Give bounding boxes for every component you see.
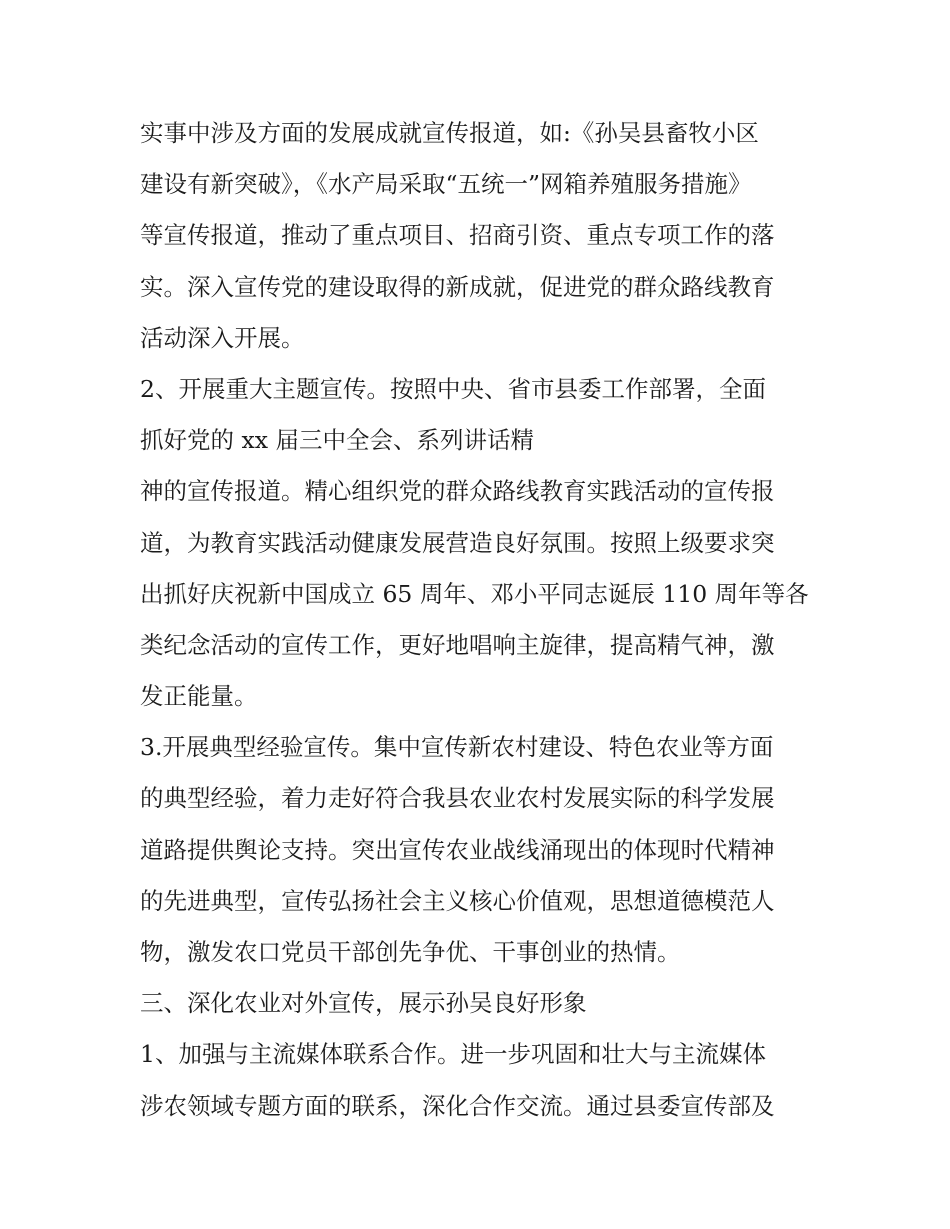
chapter-heading-line: 三、深化农业对外宣传，展示孙吴良好形象 xyxy=(140,989,587,1018)
text-line: 出抓好庆祝新中国成立 65 周年、邓小平同志诞辰 110 周年等各 xyxy=(140,579,809,608)
text-line: 道路提供舆论支持。突出宣传农业战线涌现出的体现时代精神 xyxy=(140,835,775,864)
text-line: 活动深入开展。 xyxy=(140,323,305,352)
text-line: 等宣传报道，推动了重点项目、招商引资、重点专项工作的落 xyxy=(140,221,775,250)
text-line: 实事中涉及方面的发展成就宣传报道，如:《孙吴县畜牧小区 xyxy=(140,119,759,147)
text-line: 建设有新突破》，《水产局采取“五统一”网箱养殖服务措施》 xyxy=(140,170,752,199)
text-line: 抓好党的 xx 届三中全会、系列讲话精 xyxy=(140,426,534,455)
body-text xyxy=(140,108,830,1132)
text-line: 涉农领域专题方面的联系，深化合作交流。通过县委宣传部及 xyxy=(140,1091,775,1120)
text-line: 的典型经验，着力走好符合我县农业农村发展实际的科学发展 xyxy=(140,784,775,813)
section-heading-line: 1、加强与主流媒体联系合作。进一步巩固和壮大与主流媒体 xyxy=(140,1040,766,1069)
text-line: 实。深入宣传党的建设取得的新成就，促进党的群众路线教育 xyxy=(140,272,775,301)
text-line: 道，为教育实践活动健康发展营造良好氛围。按照上级要求突 xyxy=(140,528,775,557)
text-line: 类纪念活动的宣传工作，更好地唱响主旋律，提高精气神，激 xyxy=(140,630,775,659)
text-line: 物，激发农口党员干部创先争优、干事创业的热情。 xyxy=(140,938,681,966)
text-line: 发正能量。 xyxy=(140,682,258,711)
text-line: 神的宣传报道。精心组织党的群众路线教育实践活动的宣传报 xyxy=(140,477,775,506)
section-heading-line: 3.开展典型经验宣传。集中宣传新农村建设、特色农业等方面 xyxy=(140,733,774,762)
text-line: 的先进典型，宣传弘扬社会主义核心价值观，思想道德模范人 xyxy=(140,886,775,915)
section-heading-line: 2、开展重大主题宣传。按照中央、省市县委工作部署，全面 xyxy=(140,374,766,403)
